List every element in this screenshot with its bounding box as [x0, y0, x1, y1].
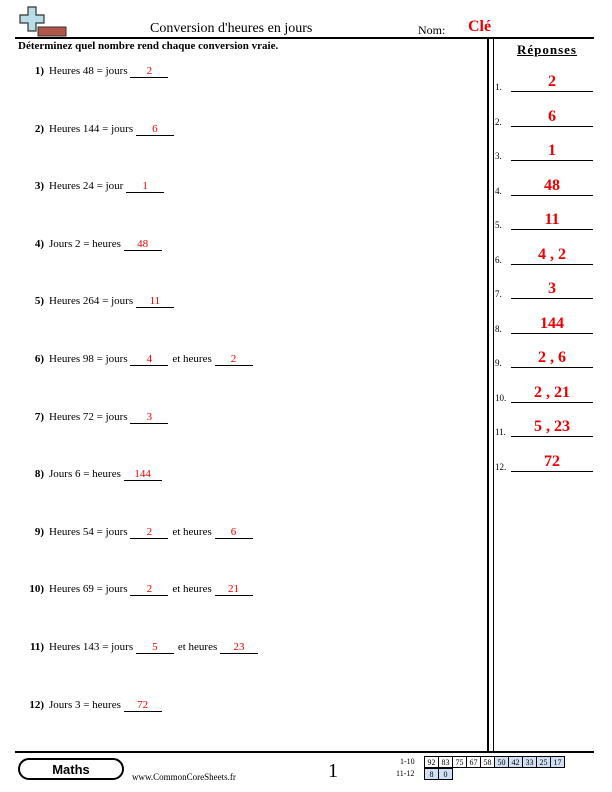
question-number: 3): [34, 180, 44, 193]
question-number: 11): [29, 641, 44, 653]
question-number: 5): [34, 295, 44, 308]
answer-label: 8.: [495, 323, 502, 334]
maths-badge: Maths: [18, 758, 124, 780]
score-row: [424, 756, 565, 768]
score-cell: 0: [439, 769, 453, 780]
answer-value: 2: [511, 73, 593, 92]
answer-row: [495, 210, 605, 230]
question-text: Heures 144 = jours: [49, 122, 136, 135]
question-number: 7): [34, 410, 44, 423]
score-cell: 42: [509, 757, 523, 768]
answer-row: [495, 279, 605, 299]
question-text: Heures 143 = jours: [49, 641, 136, 653]
question-text: Heures 69 = jours: [49, 583, 131, 596]
answer-blank[interactable]: 1: [126, 180, 164, 193]
question-row: [18, 123, 174, 136]
score-row-label: 11-12: [396, 769, 415, 778]
answer-value: 4 , 2: [511, 246, 593, 265]
name-label: Nom:: [418, 23, 446, 37]
answers-heading: Réponses: [516, 42, 577, 57]
answer-blank[interactable]: 6: [215, 526, 253, 539]
question-text: Heures 72 = jours: [49, 410, 131, 423]
column-divider: [487, 37, 494, 752]
answer-blank[interactable]: 144: [124, 468, 162, 481]
question-text: Jours 3 = heures: [49, 698, 124, 711]
question-text: Heures 24 = jour: [49, 180, 127, 193]
answer-blank[interactable]: 3: [130, 411, 168, 424]
question-row: [18, 641, 258, 654]
answer-row: [495, 141, 605, 161]
question-row: [18, 583, 253, 596]
answer-value: 1: [511, 142, 593, 161]
answer-label: 4.: [495, 185, 502, 196]
question-text: et heures: [172, 583, 215, 596]
score-cell: 50: [495, 757, 509, 768]
answer-row: [495, 452, 605, 472]
site-url: www.CommonCoreSheets.fr: [132, 772, 236, 782]
answer-row: [495, 348, 605, 368]
question-text: Heures 54 = jours: [49, 525, 131, 538]
answer-label: 9.: [495, 358, 502, 368]
score-cell: 33: [523, 757, 537, 768]
question-number: 10): [29, 583, 44, 596]
name-value: Clé: [468, 18, 492, 35]
score-cell: 75: [453, 757, 467, 768]
answer-row: [495, 107, 605, 127]
answer-blank[interactable]: 5: [136, 641, 174, 654]
answer-blank[interactable]: 2: [130, 65, 168, 78]
answer-blank[interactable]: 4: [130, 353, 168, 366]
question-text: Jours 6 = heures: [49, 468, 124, 481]
answer-label: 10.: [495, 392, 507, 403]
answer-value: 72: [511, 453, 593, 472]
answer-label: 2.: [495, 116, 502, 127]
question-number: 2): [34, 122, 44, 135]
page-number: 1: [328, 760, 338, 782]
answer-value: 11: [511, 211, 593, 230]
score-cell: 8: [425, 769, 439, 780]
answer-value: 3: [511, 280, 593, 299]
answer-value: 144: [511, 315, 593, 334]
math-logo: [18, 5, 68, 37]
question-number: 9): [34, 525, 44, 538]
answer-blank[interactable]: 11: [136, 295, 174, 308]
answer-label: 11.: [495, 427, 506, 437]
score-cell: 83: [439, 757, 453, 768]
answer-blank[interactable]: 23: [220, 641, 258, 654]
question-number: 12): [29, 698, 44, 711]
question-text: Jours 2 = heures: [49, 237, 124, 250]
answer-label: 3.: [495, 151, 502, 161]
score-cell: 58: [481, 757, 495, 768]
answer-value: 6: [511, 108, 593, 127]
question-text: Heures 48 = jours: [49, 65, 131, 77]
question-text: Heures 264 = jours: [49, 295, 136, 308]
answer-row: [495, 314, 605, 334]
score-cell: 67: [467, 757, 481, 768]
question-text: et heures: [172, 353, 215, 365]
instructions: Déterminez quel nombre rend chaque conversion vraie.: [18, 40, 279, 52]
answer-row: [495, 245, 605, 265]
answer-label: 6.: [495, 254, 502, 265]
answer-row: [495, 417, 605, 437]
answer-value: 48: [511, 177, 593, 196]
worksheet-title: Conversion d'heures en jours: [150, 21, 313, 36]
score-row: [424, 768, 453, 780]
score-row-label: 1-10: [400, 757, 415, 766]
question-row: [18, 699, 162, 712]
question-number: 8): [34, 468, 44, 481]
answer-value: 2 , 6: [511, 349, 593, 368]
question-row: [18, 526, 253, 539]
answer-label: 5.: [495, 220, 502, 230]
answer-blank[interactable]: 21: [215, 583, 253, 596]
answer-blank[interactable]: 6: [136, 123, 174, 136]
score-cell: 17: [551, 757, 565, 768]
answer-label: 1.: [495, 82, 502, 92]
answer-blank[interactable]: 72: [124, 699, 162, 712]
header-rule: [15, 37, 594, 39]
answer-value: 5 , 23: [511, 418, 593, 437]
answer-value: 2 , 21: [511, 384, 593, 403]
question-row: [18, 411, 168, 424]
question-number: 1): [34, 65, 44, 77]
answer-row: [495, 383, 605, 403]
answer-blank[interactable]: 2: [130, 526, 168, 539]
question-text: et heures: [177, 641, 221, 653]
question-row: [18, 295, 174, 308]
score-cell: 92: [425, 757, 439, 768]
answer-row: [495, 176, 605, 196]
answer-row: [495, 72, 605, 92]
score-cell: 25: [537, 757, 551, 768]
answer-blank[interactable]: 2: [130, 583, 168, 596]
answer-label: 12.: [495, 461, 507, 472]
question-row: [18, 65, 168, 78]
question-number: 6): [34, 353, 44, 365]
footer-rule: [15, 751, 594, 753]
question-row: [18, 180, 164, 193]
question-row: [18, 353, 253, 366]
answer-blank[interactable]: 48: [124, 238, 162, 251]
answer-label: 7.: [495, 289, 502, 299]
question-text: Heures 98 = jours: [49, 353, 131, 365]
question-text: et heures: [172, 525, 215, 538]
question-row: [18, 468, 162, 481]
question-number: 4): [34, 237, 44, 250]
answer-blank[interactable]: 2: [215, 353, 253, 366]
question-row: [18, 238, 162, 251]
